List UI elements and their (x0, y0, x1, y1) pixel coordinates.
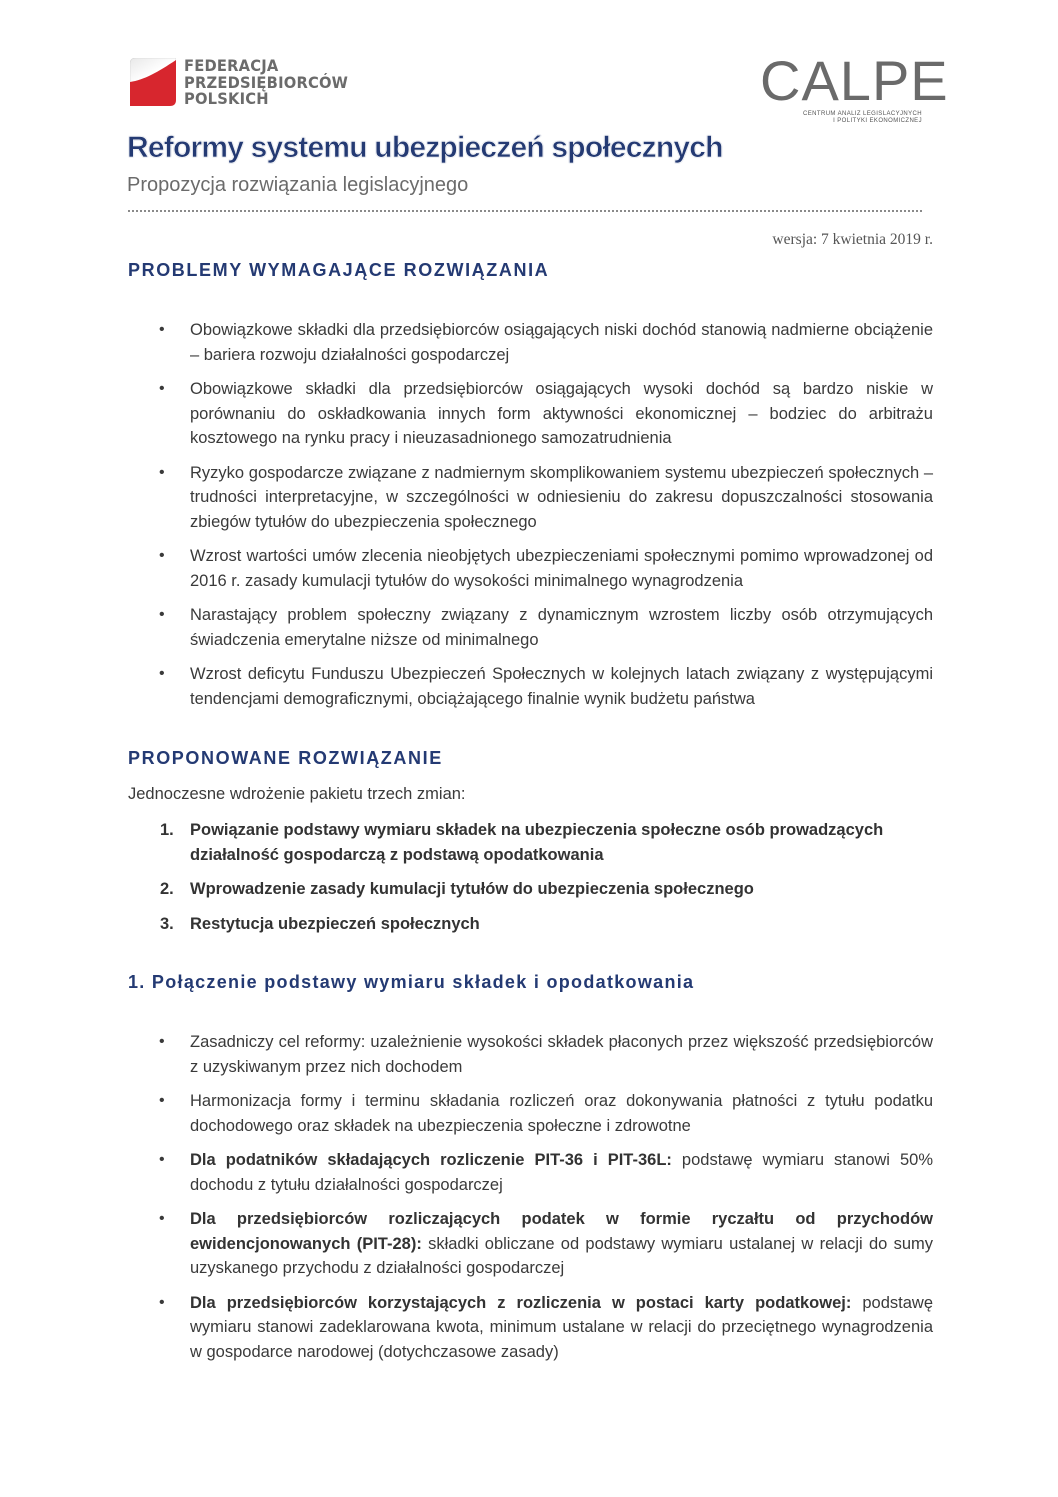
bullet-icon: • (159, 380, 165, 397)
list-item (128, 1207, 933, 1281)
bullet-icon: • (159, 1151, 165, 1168)
item-text: składki obliczane od podstawy wymiaru ustalanej w relacji do sumy uzyskanego przychodu z działalności gospodarczej (190, 1234, 933, 1277)
document-subtitle: Propozycja rozwiązania legislacyjnego (127, 174, 469, 196)
list-item (128, 318, 933, 367)
item-text: Harmonizacja formy i terminu składania rozliczeń oraz dokonywania płatności z tytułu podatku dochodowego oraz składek na ubezpieczenia społeczne i zdrowotne (190, 1092, 933, 1135)
problem-text-6: Wzrost deficytu Funduszu Ubezpieczeń Społecznych w kolejnych latach związany z występującymi tendencjami demograficznymi, obciążającego finalnie wynik budżetu państwa (190, 665, 933, 708)
item-bold-lead: Dla przedsiębiorców rozliczających podatek w formie ryczałtu od przychodów ewidencjonowanych (PIT-28): (190, 1210, 933, 1253)
bullet-icon: • (159, 1293, 165, 1311)
proposal-heading: PROPONOWANE ROZWIĄZANIE (128, 748, 443, 768)
calpe-logo-subtitle (772, 111, 922, 124)
fpp-logo-line-3: POLSKICH (184, 89, 269, 108)
list-item (128, 877, 933, 902)
proposal-intro: Jednoczesne wdrożenie pakietu trzech zmian: (128, 785, 466, 803)
problems-list (128, 318, 933, 711)
calpe-logo (760, 49, 949, 124)
polish-flag-icon (130, 58, 176, 106)
item-text: podstawę wymiaru stanowi 50% dochodu z tytułu działalności gospodarczej (190, 1151, 933, 1194)
list-item (128, 1291, 933, 1365)
bullet-icon: • (159, 1210, 165, 1227)
fpp-logo-line-1: FEDERACJA (184, 56, 279, 75)
item-text: Zasadniczy cel reformy: uzależnienie wysokości składek płaconych przez większość przedsiębiorców z uzyskiwanym przez nich dochodem (190, 1033, 933, 1076)
calpe-sub-line-1: CENTRUM ANALIZ LEGISLACYJNYCH (803, 111, 922, 117)
proposal-text-1: Powiązanie podstawy wymiaru składek na ubezpieczenia społeczne osób prowadzących działalność gospodarczą z podstawą opodatkowania (190, 821, 884, 864)
item-number: 1. (160, 821, 174, 839)
list-item (128, 1030, 933, 1079)
fpp-logo-line-2: PRZEDSIĘBIORCÓW (184, 72, 349, 92)
section-1-list (128, 1030, 933, 1364)
version-date: wersja: 7 kwietnia 2019 r. (772, 231, 933, 248)
bullet-icon: • (159, 606, 165, 623)
bullet-icon: • (159, 1033, 165, 1050)
calpe-sub-line-2: I POLITYKI EKONOMICZNEJ (833, 117, 922, 124)
item-number: 2. (160, 880, 174, 898)
list-item (128, 912, 933, 937)
problem-text-3: Ryzyko gospodarcze związane z nadmiernym skomplikowaniem systemu ubezpieczeń społecznych – trudności interpretacyjne, w szczególności w odniesieniu do zakresu dopuszczalności stosowania zbiegów tytułów do ubezpieczenia społecznego (190, 463, 933, 531)
section-1-heading: 1. Połączenie podstawy wymiaru składek i opodatkowania (128, 972, 695, 992)
fpp-logo (130, 58, 362, 108)
list-item (128, 1089, 933, 1138)
problem-text-4: Wzrost wartości umów zlecenia nieobjętych ubezpieczeniami społecznymi pomimo wprowadzonej od 2016 r. zasady kumulacji tytułów do wysokości minimalnego wynagrodzenia (190, 547, 933, 590)
item-bold-lead: Dla podatników składających rozliczenie PIT-36 i PIT-36L: (190, 1151, 672, 1169)
item-text: podstawę wymiaru stanowi zadeklarowana kwota, minimum ustalane w relacji do przeciętnego wynagrodzenia w gospodarce narodowej (dotychczasowe zasady) (190, 1293, 934, 1361)
list-item (128, 544, 933, 593)
list-item (128, 377, 933, 451)
proposal-list (128, 818, 933, 936)
item-number: 3. (160, 914, 174, 933)
calpe-logo-word: CALPE (760, 49, 949, 112)
problem-text-5: Narastający problem społeczny związany z dynamicznym wzrostem liczby osób otrzymujących świadczenia emerytalne niższe od minimalnego (190, 606, 933, 649)
problems-heading: PROBLEMY WYMAGAJĄCE ROZWIĄZANIA (128, 260, 550, 280)
bullet-icon: • (159, 547, 165, 564)
proposal-text-2: Wprowadzenie zasady kumulacji tytułów do ubezpieczenia społecznego (190, 880, 754, 898)
bullet-icon: • (159, 321, 165, 338)
bullet-icon: • (159, 665, 165, 682)
list-item (128, 461, 933, 535)
problem-text-1: Obowiązkowe składki dla przedsiębiorców osiągających niski dochód stanowią nadmierne obciążenie – bariera rozwoju działalności gospodarczej (190, 321, 933, 364)
list-item (128, 1148, 933, 1197)
list-item (128, 603, 933, 652)
list-item (128, 662, 933, 711)
list-item (128, 818, 933, 867)
document-title: Reformy systemu ubezpieczeń społecznych (127, 131, 723, 164)
bullet-icon: • (159, 1092, 165, 1109)
item-bold-lead: Dla przedsiębiorców korzystających z rozliczenia w postaci karty podatkowej: (190, 1293, 852, 1312)
title-divider (128, 210, 922, 212)
proposal-text-3: Restytucja ubezpieczeń społecznych (190, 914, 480, 933)
bullet-icon: • (159, 463, 165, 481)
problem-text-2: Obowiązkowe składki dla przedsiębiorców osiągających wysoki dochód są bardzo niskie w porównaniu do oskładkowania innych form aktywności ekonomicznej – bodziec do arbitrażu kosztowego na rynku pracy i nieuzasadnionego samozatrudnienia (190, 380, 933, 447)
